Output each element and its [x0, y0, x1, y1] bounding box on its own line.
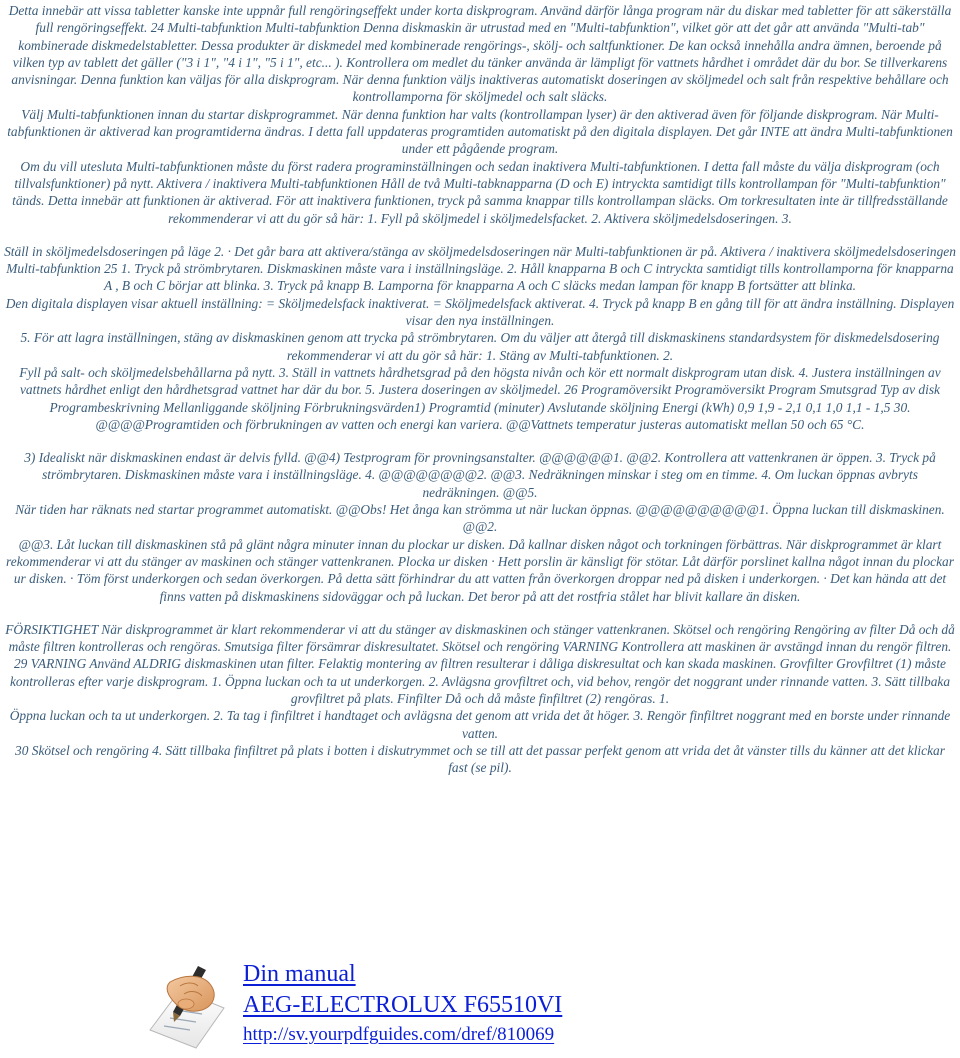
- paragraph-multitab-intro: Detta innebär att vissa tabletter kanske inte uppnår full rengöringseffekt under korta diskprogram. Använd därför långa program när du diskar med tabletter för att säkerställa full rengöringseffekt. 24 Multi-tabfunktion Multi-tabfunktion Denna diskmaskin är utrustad med en "Multi-tabfunktion", vilket gör att det går att använda "Multi-tab" kombinerade diskmedelstabletter. Dessa produkter är diskmedel med kombinerade rengörings-, skölj- och saltfunktioner. De kan också innehålla andra ämnen, beroende på vilken typ av tablett det gäller ("3 i 1", "4 i 1", "5 i 1", etc... ). Kontrollera om medlet du tänker använda är lämpligt för vattnets hårdhet i området där du bor. Se tillverkarens anvisningar. Denna funktion kan väljas för alla diskprogram. När denna funktion väljs inaktiveras automatiskt doseringen av sköljmedel och salt från respektive behållare och kontrollamporna för sköljmedel och salt släcks.: [8, 3, 952, 105]
- paragraph-unloading: @@3. Låt luckan till diskmaskinen stå på glänt några minuter innan du plockar ur disken. Då kallnar disken något och torkningen förbättras. När diskprogrammet är klart rekommenderar vi att du stänger av maskinen och stänger vattenkranen. Plocka ur disken · Hett porslin är känsligt för stötar. Låt därför porslinet kallna något innan du plockar ur disken. · Töm först underkorgen och sedan överkorgen. På detta sätt förhindrar du att vatten från överkorgen droppar ned på disken i underkorgen. · Det kan hända att det finns vatten på diskmaskinens sidoväggar och på luckan. Det beror på att det rostfria stålet har blivit kallare än disken.: [6, 536, 954, 604]
- paragraph-rinse-aid-dosing: Ställ in sköljmedelsdoseringen på läge 2. · Det går bara att aktivera/stänga av sköljmedelsdoseringen när Multi-tabfunktionen är på. Aktivera / inaktivera sköljmedelsdoseringen Multi-tabfunktion 25 1. Tryck på strömbrytaren. Diskmaskinen måste vara i inställningsläge. 2. Håll knapparna B och C intryckta samtidigt tills kontrollamporna för knapparna A , B och C börjar att blinka. 3. Tryck på knapp B. Lamporna för knapparna A och C släcks medan lampan för knapp B fortsätter att blinka.: [4, 243, 956, 294]
- document-body: [4, 2, 956, 776]
- footer-links: [243, 960, 562, 1048]
- paragraph-display-setting: Den digitala displayen visar aktuell inställning: = Sköljmedelsfack inaktiverat. = Sköljmedelsfack aktiverat. 4. Tryck på knapp B en gång till för att ändra inställning. Displayen visar den nya inställningen.: [5, 295, 955, 329]
- paragraph-multitab-deactivate: Om du vill utesluta Multi-tabfunktionen måste du först radera programinställningen och sedan inaktivera Multi-tabfunktionen. I detta fall måste du välja diskprogram (och tillvalsfunktioner) på nytt. Aktivera / inaktivera Multi-tabfunktionen Håll de två Multi-tabknapparna (D och E) intryckta samtidigt tills kontrollampan för "Multi-tabfunktion" tänds. Detta innebär att funktionen är aktiverad. För att inaktivera funktionen, tryck på samma knappar tills kontrollampan släcks. Om torkresultaten inte är tillfredsställande rekommenderar vi att du gör så här: 1. Fyll på sköljmedel i sköljmedelsfacket. 2. Aktivera sköljmedelsdoseringen. 3.: [12, 158, 948, 226]
- paragraph-program-overview: Fyll på salt- och sköljmedelsbehållarna på nytt. 3. Ställ in vattnets hårdhetsgrad på den högsta nivån och kör ett normalt diskprogram utan disk. 4. Justera inställningen av vattnets hårdhet enligt den hårdhetsgrad vattnet har där du bor. 5. Justera doseringen av sköljmedel. 26 Programöversikt Programöversikt Program Smutsgrad Typ av disk Programbeskrivning Mellanliggande sköljning Förbrukningsvärden1) Programtid (minuter) Avslutande sköljning Energi (kWh) 0,9 1,9 - 2,1 0,1 1,0 1,1 - 1,5 30. @@@@Programtiden och förbrukningen av vatten och energi kan variera. @@Vattnets temperatur justeras automatiskt mellan 50 och 65 °C.: [19, 364, 941, 432]
- paragraph-fine-filter: Öppna luckan och ta ut underkorgen. 2. Ta tag i finfiltret i handtaget och avlägsna det genom att vrida det åt höger. 3. Rengör finfiltret noggrant med en borste under rinnande vatten.: [9, 708, 951, 741]
- paragraph-delay-start: 3) Idealiskt när diskmaskinen endast är delvis fylld. @@4) Testprogram för provningsanstalter. @@@@@@1. @@2. Kontrollera att vattenkranen är öppen. 3. Tryck på strömbrytaren. Diskmaskinen måste vara i inställningsläge. 4. @@@@@@@@2. @@3. Nedräkningen minskar i steg om en timme. 4. Om luckan öppnas avbryts nedräkningen. @@5.: [24, 450, 936, 500]
- hand-writing-icon: [140, 960, 230, 1050]
- paragraph-multitab-select: Välj Multi-tabfunktionen innan du startar diskprogrammet. När denna funktion har valts (kontrollampan lyser) är den aktiverad även för följande diskprogram. När Multi-tabfunktionen är aktiverad kan programtiderna ändras. I detta fall uppdateras programtiden automatiskt på den digitala displayen. Det går INTE att ändra Multi-tabfunktionen under ett pågående program.: [7, 106, 953, 157]
- paragraph-care-cleaning: FÖRSIKTIGHET När diskprogrammet är klart rekommenderar vi att du stänger av diskmaskinen och stänger vattenkranen. Skötsel och rengöring Rengöring av filter Då och då måste filtren kontrolleras och rengöras. Smutsiga filter försämrar diskresultatet. Skötsel och rengöring VARNING Kontrollera att maskinen är avstängd innan du rengör filtren. 29 VARNING Använd ALDRIG diskmaskinen utan filter. Felaktig montering av filtren resulterar i dåliga diskresultat och kan skada maskinen. Grovfilter Grovfiltret (1) måste kontrolleras efter varje diskprogram. 1. Öppna luckan och ta ut underkorgen. 2. Avlägsna grovfiltret och, vid behov, rengör det noggrant under rinnande vatten. 3. Sätt tillbaka grovfiltret på plats. Finfilter Då och då måste finfiltret (2) rengöras. 1.: [5, 621, 955, 706]
- manual-link[interactable]: Din manual: [243, 961, 356, 987]
- source-url-link[interactable]: http://sv.yourpdfguides.com/dref/810069: [243, 1024, 555, 1045]
- product-title-link[interactable]: AEG-ELECTROLUX F65510VI: [243, 992, 563, 1018]
- paragraph-store-setting: 5. För att lagra inställningen, stäng av diskmaskinen genom att trycka på strömbrytaren. Om du väljer att återgå till diskmaskinens standardsystem för diskmedelsdosering rekommenderar vi att du gör så här: 1. Stäng av Multi-tabfunktionen. 2.: [20, 330, 940, 363]
- paragraph-countdown-end: När tiden har räknats ned startar programmet automatiskt. @@Obs! Het ånga kan strömma ut när luckan öppnas. @@@@@@@@@@1. Öppna luckan till diskmaskinen. @@2.: [15, 502, 945, 535]
- paragraph-refit-filter: 30 Skötsel och rengöring 4. Sätt tillbaka finfiltret på plats i botten i diskutrymmet och se till att det passar perfekt genom att vrida det åt vänster tills du känner att det klickar fast (se pil).: [15, 742, 945, 776]
